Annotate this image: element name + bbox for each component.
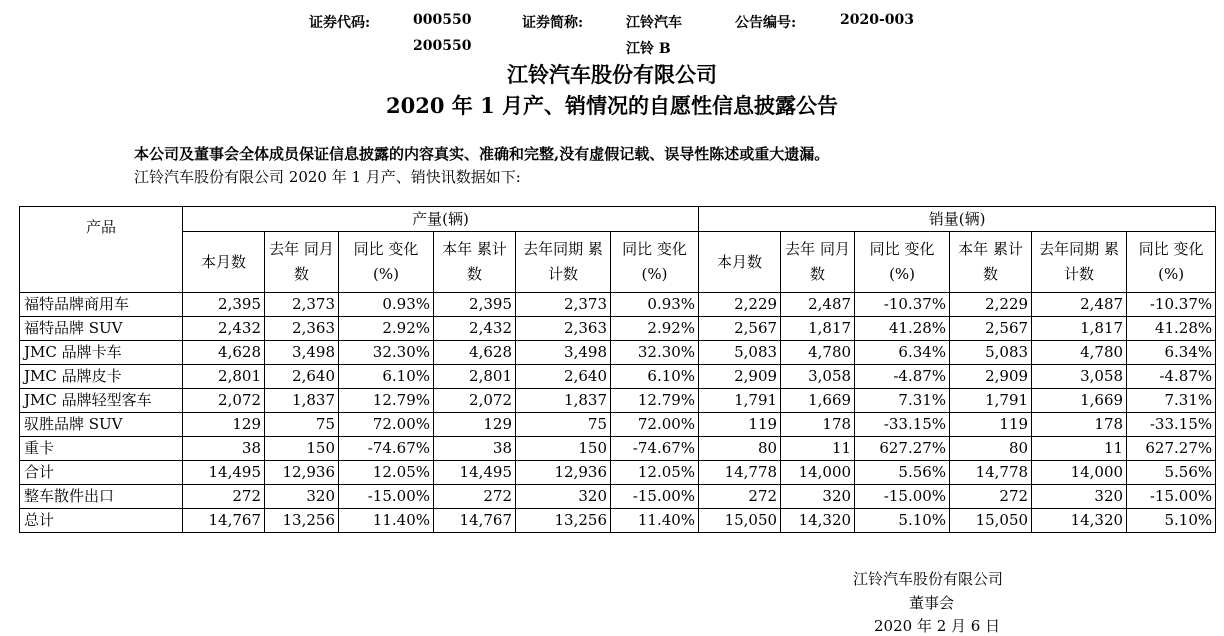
value-cell: 2.92% <box>339 317 434 341</box>
value-cell: 150 <box>265 437 339 461</box>
value-cell: 272 <box>699 485 781 509</box>
product-name-cell: 总计 <box>20 509 183 533</box>
product-name-cell: JMC 品牌轻型客车 <box>20 389 183 413</box>
value-cell: -74.67% <box>611 437 699 461</box>
product-name-cell: 福特品牌 SUV <box>20 317 183 341</box>
value-cell: 0.93% <box>339 293 434 317</box>
table-row <box>20 365 1216 389</box>
value-cell: -4.87% <box>1127 365 1216 389</box>
product-name-cell: 整车散件出口 <box>20 485 183 509</box>
sales-group-header: 销量(辆) <box>699 207 1216 232</box>
table-row <box>20 413 1216 437</box>
security-code-b: 200550 <box>413 38 472 54</box>
value-cell: -4.87% <box>855 365 950 389</box>
value-cell: -15.00% <box>339 485 434 509</box>
value-cell: -33.15% <box>1127 413 1216 437</box>
column-header: 同比 变化(%) <box>855 232 950 293</box>
value-cell: 272 <box>434 485 516 509</box>
value-cell: -15.00% <box>855 485 950 509</box>
value-cell: 12.79% <box>339 389 434 413</box>
product-column-header: 产品 <box>20 207 183 293</box>
value-cell: 14,320 <box>781 509 855 533</box>
value-cell: 11.40% <box>611 509 699 533</box>
value-cell: 14,000 <box>781 461 855 485</box>
value-cell: 13,256 <box>265 509 339 533</box>
value-cell: 5.56% <box>1127 461 1216 485</box>
value-cell: 80 <box>699 437 781 461</box>
value-cell: 1,791 <box>950 389 1032 413</box>
announcement-title: 2020 年 1 月产、销情况的自愿性信息披露公告 <box>386 93 838 118</box>
value-cell: 75 <box>516 413 611 437</box>
value-cell: 14,767 <box>434 509 516 533</box>
value-cell: -15.00% <box>611 485 699 509</box>
value-cell: 72.00% <box>339 413 434 437</box>
production-sales-table <box>19 206 1216 533</box>
column-header: 本月数 <box>183 232 265 293</box>
table-row <box>20 341 1216 365</box>
value-cell: 2,229 <box>950 293 1032 317</box>
value-cell: 6.10% <box>611 365 699 389</box>
value-cell: 272 <box>950 485 1032 509</box>
column-header: 去年 同月数 <box>265 232 339 293</box>
value-cell: 2,567 <box>950 317 1032 341</box>
signature-company: 江铃汽车股份有限公司 <box>853 570 1004 588</box>
table-row <box>20 485 1216 509</box>
value-cell: 72.00% <box>611 413 699 437</box>
value-cell: 14,320 <box>1032 509 1127 533</box>
value-cell: 2.92% <box>611 317 699 341</box>
value-cell: 2,487 <box>1032 293 1127 317</box>
value-cell: 14,000 <box>1032 461 1127 485</box>
value-cell: 6.34% <box>855 341 950 365</box>
table-row <box>20 389 1216 413</box>
security-code-label: 证券代码: <box>309 15 371 31</box>
value-cell: 4,780 <box>781 341 855 365</box>
value-cell: 14,495 <box>183 461 265 485</box>
value-cell: 14,495 <box>434 461 516 485</box>
value-cell: 2,801 <box>183 365 265 389</box>
column-header: 本月数 <box>699 232 781 293</box>
column-header: 同比 变化(%) <box>1127 232 1216 293</box>
value-cell: 627.27% <box>855 437 950 461</box>
value-cell: 41.28% <box>1127 317 1216 341</box>
table-row <box>20 509 1216 533</box>
value-cell: 1,669 <box>1032 389 1127 413</box>
value-cell: 5,083 <box>950 341 1032 365</box>
company-title: 江铃汽车股份有限公司 <box>507 62 717 87</box>
value-cell: 41.28% <box>855 317 950 341</box>
value-cell: 320 <box>1032 485 1127 509</box>
signature-board: 董事会 <box>909 594 955 612</box>
value-cell: 38 <box>434 437 516 461</box>
value-cell: 627.27% <box>1127 437 1216 461</box>
value-cell: -33.15% <box>855 413 950 437</box>
value-cell: 2,363 <box>516 317 611 341</box>
value-cell: 4,628 <box>434 341 516 365</box>
value-cell: 1,817 <box>1032 317 1127 341</box>
value-cell: 13,256 <box>516 509 611 533</box>
column-header: 本年 累计数 <box>434 232 516 293</box>
value-cell: 5,083 <box>699 341 781 365</box>
value-cell: 320 <box>265 485 339 509</box>
table-row <box>20 461 1216 485</box>
value-cell: 2,395 <box>183 293 265 317</box>
value-cell: 2,487 <box>781 293 855 317</box>
value-cell: 15,050 <box>950 509 1032 533</box>
value-cell: 1,837 <box>265 389 339 413</box>
product-name-cell: JMC 品牌皮卡 <box>20 365 183 389</box>
value-cell: 320 <box>781 485 855 509</box>
value-cell: 150 <box>516 437 611 461</box>
value-cell: 2,801 <box>434 365 516 389</box>
value-cell: 1,791 <box>699 389 781 413</box>
value-cell: 14,778 <box>950 461 1032 485</box>
column-header: 去年同期 累计数 <box>516 232 611 293</box>
value-cell: 11.40% <box>339 509 434 533</box>
value-cell: 119 <box>699 413 781 437</box>
value-cell: 2,432 <box>183 317 265 341</box>
column-header: 同比 变化(%) <box>611 232 699 293</box>
value-cell: 272 <box>183 485 265 509</box>
column-header: 去年同期 累计数 <box>1032 232 1127 293</box>
value-cell: -15.00% <box>1127 485 1216 509</box>
value-cell: 11 <box>781 437 855 461</box>
product-name-cell: JMC 品牌卡车 <box>20 341 183 365</box>
notice-number: 2020-003 <box>840 12 914 28</box>
product-name-cell: 合计 <box>20 461 183 485</box>
column-header: 本年 累计数 <box>950 232 1032 293</box>
value-cell: -74.67% <box>339 437 434 461</box>
value-cell: 3,498 <box>516 341 611 365</box>
value-cell: 15,050 <box>699 509 781 533</box>
column-header: 去年 同月数 <box>781 232 855 293</box>
value-cell: 14,778 <box>699 461 781 485</box>
value-cell: 32.30% <box>339 341 434 365</box>
value-cell: 2,363 <box>265 317 339 341</box>
value-cell: 38 <box>183 437 265 461</box>
value-cell: 2,432 <box>434 317 516 341</box>
value-cell: 4,780 <box>1032 341 1127 365</box>
product-name-cell: 福特品牌商用车 <box>20 293 183 317</box>
security-name-a: 江铃汽车 <box>626 15 682 31</box>
value-cell: 7.31% <box>1127 389 1216 413</box>
value-cell: 12,936 <box>516 461 611 485</box>
value-cell: 320 <box>516 485 611 509</box>
value-cell: 12.05% <box>339 461 434 485</box>
value-cell: 2,640 <box>516 365 611 389</box>
value-cell: 1,817 <box>781 317 855 341</box>
value-cell: 2,640 <box>265 365 339 389</box>
signature-date: 2020 年 2 月 6 日 <box>874 617 1001 635</box>
product-name-cell: 重卡 <box>20 437 183 461</box>
value-cell: 2,909 <box>950 365 1032 389</box>
value-cell: 32.30% <box>611 341 699 365</box>
value-cell: 75 <box>265 413 339 437</box>
value-cell: 5.56% <box>855 461 950 485</box>
value-cell: 1,837 <box>516 389 611 413</box>
production-group-header: 产量(辆) <box>183 207 699 232</box>
value-cell: 2,373 <box>265 293 339 317</box>
value-cell: 5.10% <box>855 509 950 533</box>
value-cell: 178 <box>781 413 855 437</box>
value-cell: 2,567 <box>699 317 781 341</box>
value-cell: 2,909 <box>699 365 781 389</box>
value-cell: 11 <box>1032 437 1127 461</box>
value-cell: 119 <box>950 413 1032 437</box>
value-cell: 6.10% <box>339 365 434 389</box>
security-code-a: 000550 <box>413 12 472 28</box>
value-cell: 2,395 <box>434 293 516 317</box>
table-row <box>20 437 1216 461</box>
value-cell: -10.37% <box>1127 293 1216 317</box>
value-cell: 14,767 <box>183 509 265 533</box>
value-cell: 2,072 <box>183 389 265 413</box>
table-row <box>20 317 1216 341</box>
value-cell: 2,229 <box>699 293 781 317</box>
notice-number-label: 公告编号: <box>735 15 797 31</box>
value-cell: 12.05% <box>611 461 699 485</box>
intro-text: 江铃汽车股份有限公司 2020 年 1 月产、销快讯数据如下: <box>134 168 521 186</box>
value-cell: 12.79% <box>611 389 699 413</box>
value-cell: 3,498 <box>265 341 339 365</box>
product-name-cell: 驭胜品牌 SUV <box>20 413 183 437</box>
value-cell: 3,058 <box>1032 365 1127 389</box>
value-cell: 12,936 <box>265 461 339 485</box>
value-cell: 129 <box>434 413 516 437</box>
value-cell: 0.93% <box>611 293 699 317</box>
value-cell: 1,669 <box>781 389 855 413</box>
board-statement: 本公司及董事会全体成员保证信息披露的内容真实、准确和完整,没有虚假记载、误导性陈述或重大遗漏。 <box>134 145 830 163</box>
value-cell: 3,058 <box>781 365 855 389</box>
column-header: 同比 变化(%) <box>339 232 434 293</box>
table-row <box>20 293 1216 317</box>
value-cell: 2,072 <box>434 389 516 413</box>
value-cell: 5.10% <box>1127 509 1216 533</box>
security-name-b: 江铃 B <box>626 41 671 57</box>
value-cell: 4,628 <box>183 341 265 365</box>
value-cell: 2,373 <box>516 293 611 317</box>
value-cell: 6.34% <box>1127 341 1216 365</box>
value-cell: 7.31% <box>855 389 950 413</box>
security-name-label: 证券简称: <box>522 15 584 31</box>
value-cell: 129 <box>183 413 265 437</box>
value-cell: 178 <box>1032 413 1127 437</box>
value-cell: -10.37% <box>855 293 950 317</box>
value-cell: 80 <box>950 437 1032 461</box>
